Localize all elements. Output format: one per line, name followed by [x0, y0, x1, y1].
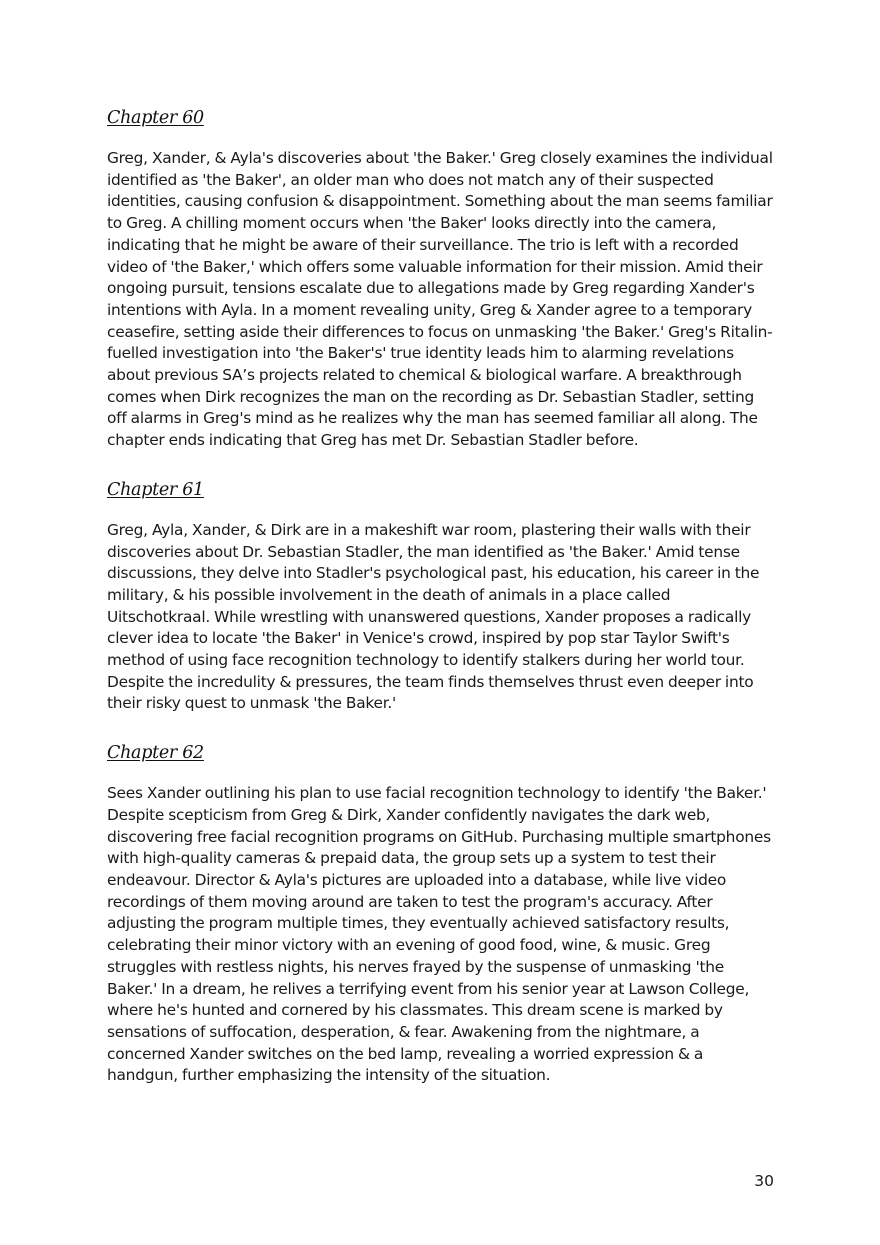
- chapter-60-section: [107, 102, 775, 452]
- chapter-summary: Greg, Ayla, Xander, & Dirk are in a makeshift war room, plastering their walls with their discoveries about Dr. Sebastian Stadler, the man identified as 'the Baker.' Amid tense discussions, they delve into Stadler's psychological past, his education, his career in the military, & his possible involvement in the death of animals in a place called Uitschotkraal. While wrestling with unanswered questions, Xander proposes a radically clever idea to locate 'the Baker' in Venice's crowd, inspired by pop star Taylor Swift's method of using face recognition technology to identify stalkers during her world tour. Despite the incredulity & pressures, the team finds themselves thrust even deeper into their risky quest to unmask 'the Baker.': [107, 520, 760, 713]
- chapter-heading: Chapter 61: [107, 479, 204, 500]
- chapter-61-section: [107, 474, 775, 715]
- document-page: [107, 102, 775, 1109]
- chapter-summary: Greg, Xander, & Ayla's discoveries about 'the Baker.' Greg closely examines the individual identified as 'the Baker', an older man who does not match any of their suspected identities, causing confusion & disappointment. Something about the man seems familiar to Greg. A chilling moment occurs when 'the Baker' looks directly into the camera, indicating that he might be aware of their surveillance. The trio is left with a recorded video of 'the Baker,' which offers some valuable information for their mission. Amid their ongoing pursuit, tensions escalate due to allegations made by Greg regarding Xander's intentions with Ayla. In a moment revealing unity, Greg & Xander agree to a temporary ceasefire, setting aside their differences to focus on unmasking 'the Baker.' Greg's Ritalin-fuelled investigation into 'the Baker's' true identity leads him to alarming revelations about previous SA’s projects related to chemical & biological warfare. A breakthrough comes when Dirk recognizes the man on the recording as Dr. Sebastian Stadler, setting off alarms in Greg's mind as he realizes why the man has seemed familiar all along. The chapter ends indicating that Greg has met Dr. Sebastian Stadler before.: [107, 149, 773, 450]
- page-number: 30: [754, 1172, 774, 1190]
- chapter-summary: Sees Xander outlining his plan to use facial recognition technology to identify 'the Baker.' Despite scepticism from Greg & Dirk, Xander confidently navigates the dark web, discovering free facial recognition programs on GitHub. Purchasing multiple smartphones with high-quality cameras & prepaid data, the group sets up a system to test their endeavour. Director & Ayla's pictures are uploaded into a database, while live video recordings of them moving around are taken to test the program's accuracy. After adjusting the program multiple times, they eventually achieved satisfactory results, celebrating their minor victory with an evening of good food, wine, & music. Greg struggles with restless nights, his nerves frayed by the suspense of unmasking 'the Baker.' In a dream, he relives a terrifying event from his senior year at Lawson College, where he's hunted and cornered by his classmates. This dream scene is marked by sensations of suffocation, desperation, & fear. Awakening from the nightmare, a concerned Xander switches on the bed lamp, revealing a worried expression & a handgun, further emphasizing the intensity of the situation.: [107, 784, 771, 1085]
- chapter-heading: Chapter 60: [107, 108, 204, 128]
- chapter-heading: Chapter 62: [107, 743, 204, 764]
- chapter-62-section: [107, 737, 775, 1087]
